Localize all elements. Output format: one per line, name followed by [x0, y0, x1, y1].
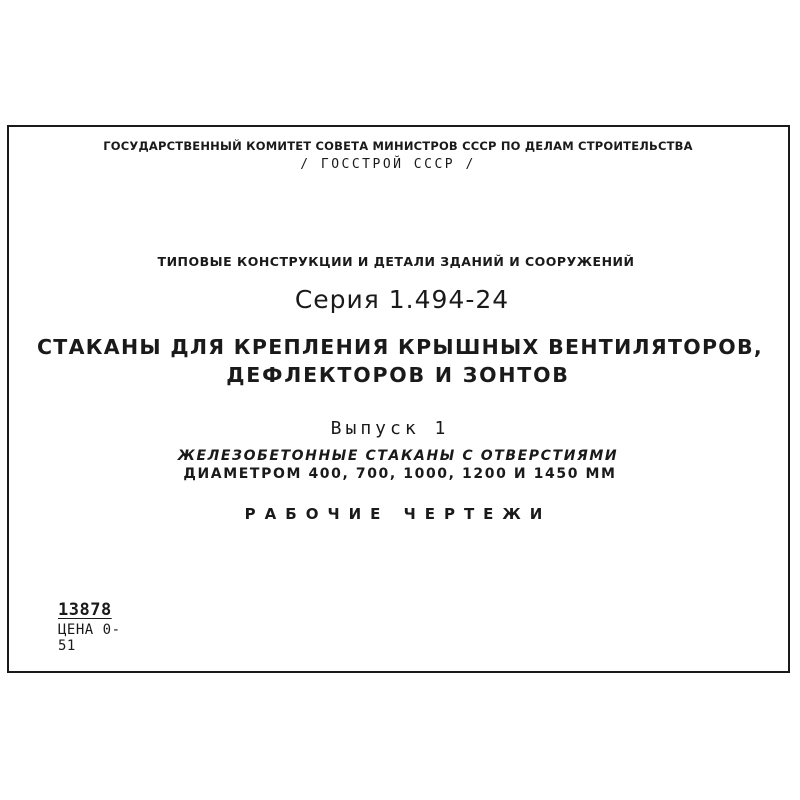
agency-name: / ГОССТРОЙ СССР /	[300, 157, 476, 172]
document-type: РАБОЧИЕ ЧЕРТЕЖИ	[244, 505, 552, 523]
catalog-number: 13878	[58, 600, 112, 620]
issue-number: Выпуск 1	[330, 418, 450, 439]
committee-header: ГОСУДАРСТВЕННЫЙ КОМИТЕТ СОВЕТА МИНИСТРОВ СССР ПО ДЕЛАМ СТРОИТЕЛЬСТВА	[103, 139, 693, 153]
issue-description-line-2: ДИАМЕТРОМ 400, 700, 1000, 1200 И 1450 ММ	[183, 466, 617, 482]
catalog-block	[58, 600, 138, 654]
category-heading: ТИПОВЫЕ КОНСТРУКЦИИ И ДЕТАЛИ ЗДАНИЙ И СООРУЖЕНИЙ	[157, 254, 635, 269]
title-page-frame	[7, 125, 790, 673]
document-title-line-2: ДЕФЛЕКТОРОВ И ЗОНТОВ	[226, 363, 570, 387]
issue-description-line-1: ЖЕЛЕЗОБЕТОННЫЕ СТАКАНЫ С ОТВЕРСТИЯМИ	[177, 448, 619, 464]
series-number: Серия 1.494-24	[294, 285, 510, 314]
price-label: ЦЕНА 0-51	[58, 622, 121, 654]
document-title-line-1: СТАКАНЫ ДЛЯ КРЕПЛЕНИЯ КРЫШНЫХ ВЕНТИЛЯТОРОВ,	[36, 335, 764, 359]
